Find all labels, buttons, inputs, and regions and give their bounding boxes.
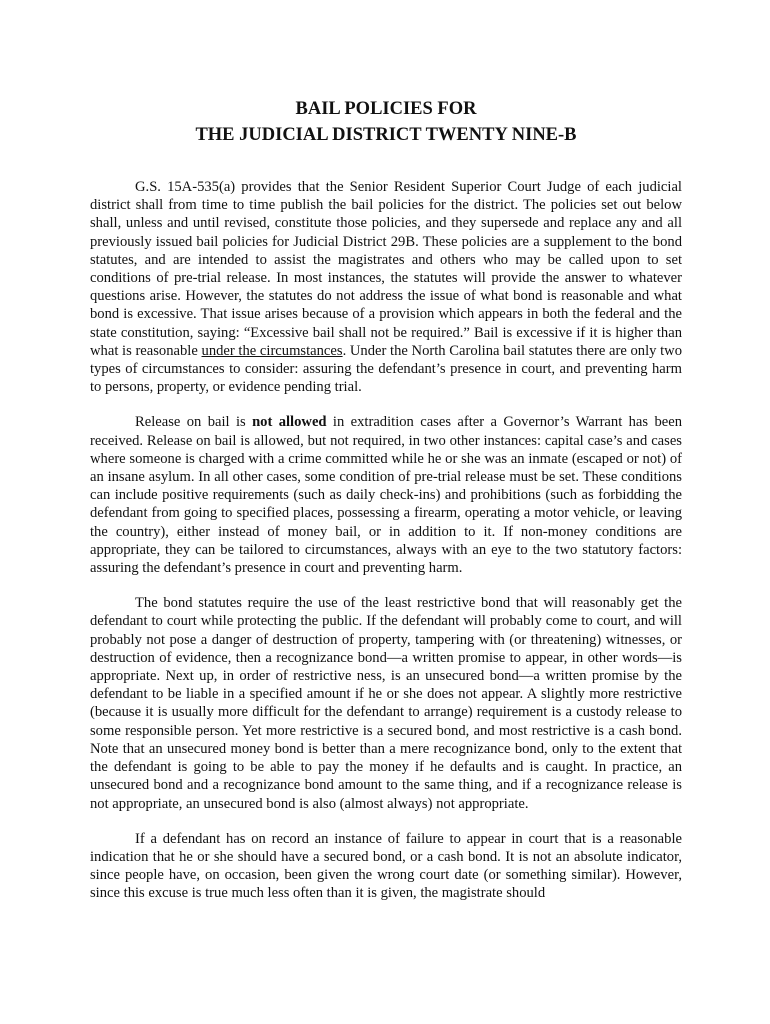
document-page (90, 96, 682, 920)
paragraph-failure-to-appear: If a defendant has on record an instance of failure to appear in court that is a reasonable indication that he or she should have a secured bond, or a cash bond. It is not an absolute indicator, since people have, on occasion, been given the wrong court date (or something similar). However, since this excuse is true much less often than it is given, the magistrate should (90, 830, 682, 902)
paragraph-text: in extradition cases after a Governor’s Warrant has been received. Release on bail is allowed, but not required, in two other instances: capital case’s and cases where someone is charged with a crime committed while he or she was an inmate (escaped or not) of an insane asylum. In all other cases, some condition of pre-trial release must be set. These conditions can include positive requirements (such as daily check-ins) and prohibitions (such as forbidding the defendant from going to specified places, possessing a firearm, operating a motor vehicle, or leaving the country), either instead of money bail, or in addition to it. If non-money conditions are appropriate, they can be tailored to circumstances, always with an eye to the two statutory factors: assuring the defendant’s presence in court and preventing harm. (90, 414, 682, 577)
title-line-2: THE JUDICIAL DISTRICT TWENTY NINE-B (195, 125, 577, 145)
paragraph-release-on-bail (90, 413, 682, 577)
paragraph-bond-statutes: The bond statutes require the use of the least restrictive bond that will reasonably get the defendant to court while protecting the public. If the defendant will probably come to court, and will probably not pose a danger of destruction of property, tampering with (or threatening) witnesses, or destruction of evidence, then a recognizance bond—a written promise to appear, in other words—is appropriate. Next up, in order of restrictive ness, is an unsecured bond—a written promise by the defendant to be liable in a specified amount if he or she does not appear. A slightly more restrictive (because it is usually more difficult for the defendant to arrange) requirement is a custody release to some responsible person. Yet more restrictive is a secured bond, and most restrictive is a cash bond. Note that an unsecured money bond is better than a mere recognizance bond, only to the extent that the defendant is going to be able to pay the money if he defaults and is caught. In practice, an unsecured bond and a recognizance bond amount to the same thing, and if a recognizance release is not appropriate, an unsecured bond is also (almost always) not appropriate. (90, 595, 682, 812)
paragraph-statute-intro (90, 178, 682, 396)
paragraph-text: . Under the North Carolina bail statutes there are only two types of circumstances to consider: assuring the defendant’s presence in court, and preventing harm to persons, property, or evidence pending trial. (90, 342, 682, 396)
underlined-phrase: under the circumstances (201, 342, 343, 359)
paragraph-text: Release on bail is (135, 414, 253, 431)
document-title (90, 96, 682, 148)
bold-phrase: not allowed (252, 414, 327, 431)
title-line-1: BAIL POLICIES FOR (295, 99, 477, 119)
paragraph-text: G.S. 15A-535(a) provides that the Senior Resident Superior Court Judge of each judicial district shall from time to time publish the bail policies for the district. The policies set out below shall, unless and until revised, constitute those policies, and they supersede and replace any and all previously issued bail policies for Judicial District 29B. These policies are a supplement to the bond statutes, and are intended to assist the magistrates and others who may be called upon to set conditions of pre-trial release. In most instances, the statutes will provide the answer to whatever questions arise. However, the statutes do not address the issue of what bond is reasonable and what bond is excessive. That issue arises because of a provision which appears in both the federal and the state constitution, saying: “Excessive bail shall not be required.” Bail is excessive if it is higher than what is reasonable (90, 179, 682, 359)
